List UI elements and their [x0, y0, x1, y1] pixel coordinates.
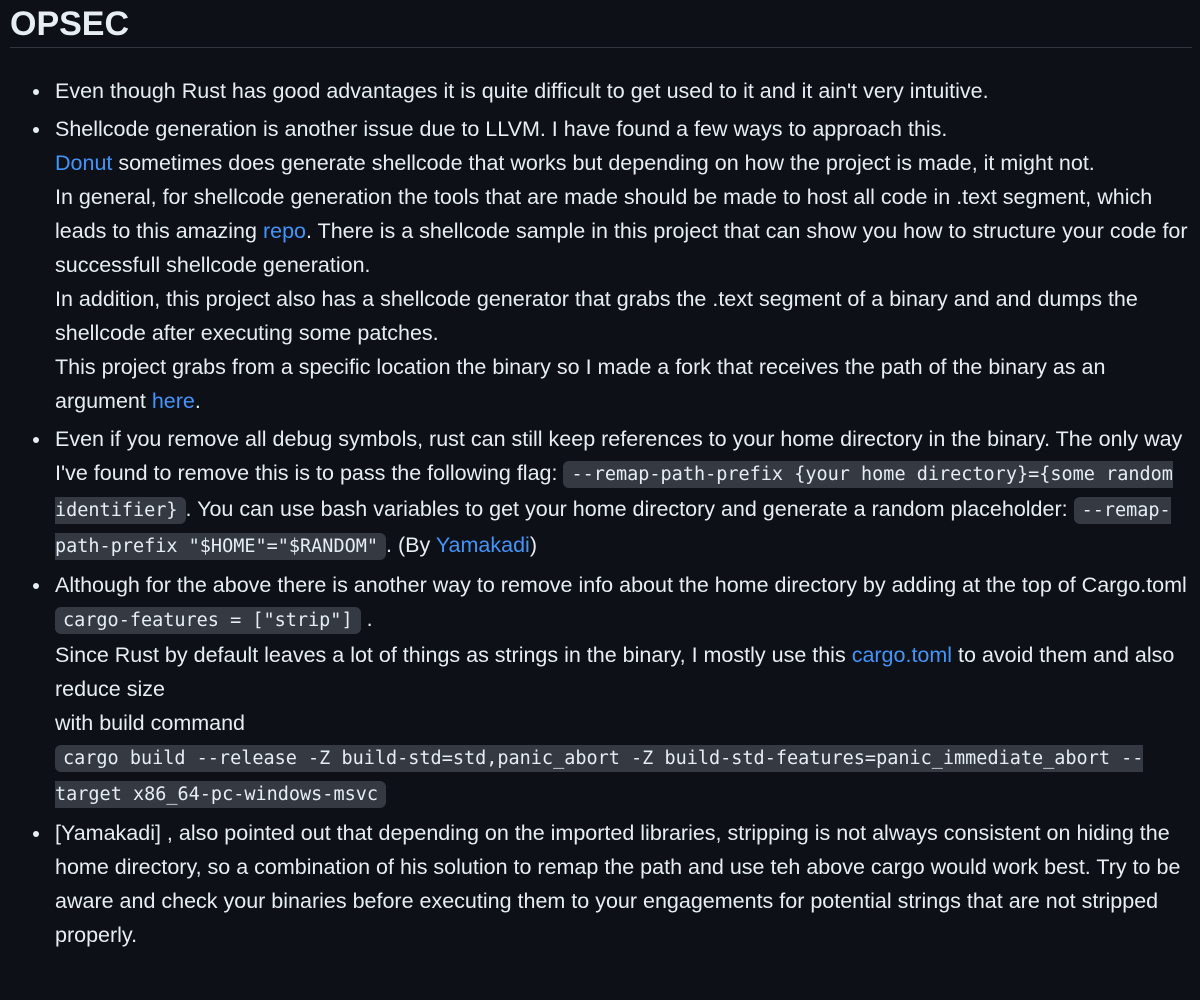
- here-link[interactable]: here: [151, 389, 195, 413]
- bullet-icon: [33, 127, 39, 133]
- inline-code: cargo build --release -Z build-std=std,panic_abort -Z build-std-features=panic_immediate_abort --target x86_64-pc-windows-msvc: [55, 745, 1143, 808]
- inline-code: --remap-path-prefix {your home directory}={some random identifier}: [55, 461, 1173, 524]
- bullet-icon: [33, 831, 39, 837]
- bullet-icon: [33, 583, 39, 589]
- readme-section: [10, 0, 1192, 956]
- item-text: Shellcode generation is another issue due to LLVM. I have found a few ways to approach this.: [55, 117, 948, 141]
- item-text: to avoid them and also reduce size: [55, 643, 1175, 701]
- item-text: . You can use bash variables to get your home directory and generate a random placeholder:: [185, 497, 1074, 521]
- donut-link[interactable]: Donut: [55, 151, 113, 175]
- item-text: . (By: [386, 533, 436, 557]
- item-text: In general, for shellcode generation the tools that are made should be made to host all code in .text segment, which leads to this amazing: [55, 185, 1153, 243]
- inline-code: cargo-features = ["strip"]: [55, 607, 361, 634]
- item-text: This project grabs from a specific location the binary so I made a fork that receives the path of the binary as an argument: [55, 355, 1106, 413]
- item-text: [Yamakadi] , also pointed out that depending on the imported libraries, stripping is not always consistent on hiding the home directory, so a combination of his solution to remap the path and use teh above cargo would work best. Try to be aware and check your binaries before executing them to your engagements for potential strings that are not stripped properly.: [55, 821, 1181, 947]
- bullet-icon: [33, 437, 39, 443]
- list-item: [55, 568, 1192, 812]
- list-item: [55, 112, 1192, 418]
- inline-code: --remap-path-prefix "$HOME"="$RANDOM": [55, 497, 1171, 560]
- item-text: ): [529, 533, 537, 557]
- item-text: In addition, this project also has a shellcode generator that grabs the .text segment of a binary and and dumps the shellcode after executing some patches.: [55, 287, 1138, 345]
- list-item: [55, 74, 1192, 108]
- item-text: Although for the above there is another way to remove info about the home directory by adding at the top of Cargo.toml: [55, 573, 1187, 597]
- repo-link[interactable]: repo: [262, 219, 306, 243]
- item-text: Even if you remove all debug symbols, rust can still keep references to your home directory in the binary. The only way I've found to remove this is to pass the following flag:: [55, 427, 1183, 485]
- list-item: [55, 422, 1192, 564]
- item-text: . There is a shellcode sample in this project that can show you how to structure your code for successfull shellcode generation.: [55, 219, 1188, 277]
- yamakadi-link[interactable]: Yamakadi: [435, 533, 530, 557]
- bullet-icon: [33, 89, 39, 95]
- item-text: Even though Rust has good advantages it is quite difficult to get used to it and it ain't very intuitive.: [55, 79, 989, 103]
- opsec-list: [10, 74, 1192, 952]
- item-text: with build command: [55, 711, 246, 735]
- section-heading: OPSEC: [10, 0, 1192, 48]
- item-text: .: [194, 389, 201, 413]
- list-item: [55, 816, 1192, 952]
- item-text: sometimes does generate shellcode that works but depending on how the project is made, it might not.: [112, 151, 1095, 175]
- item-text: .: [360, 607, 373, 631]
- cargo-toml-link[interactable]: cargo.toml: [851, 643, 953, 667]
- item-text: Since Rust by default leaves a lot of things as strings in the binary, I mostly use this: [55, 643, 852, 667]
